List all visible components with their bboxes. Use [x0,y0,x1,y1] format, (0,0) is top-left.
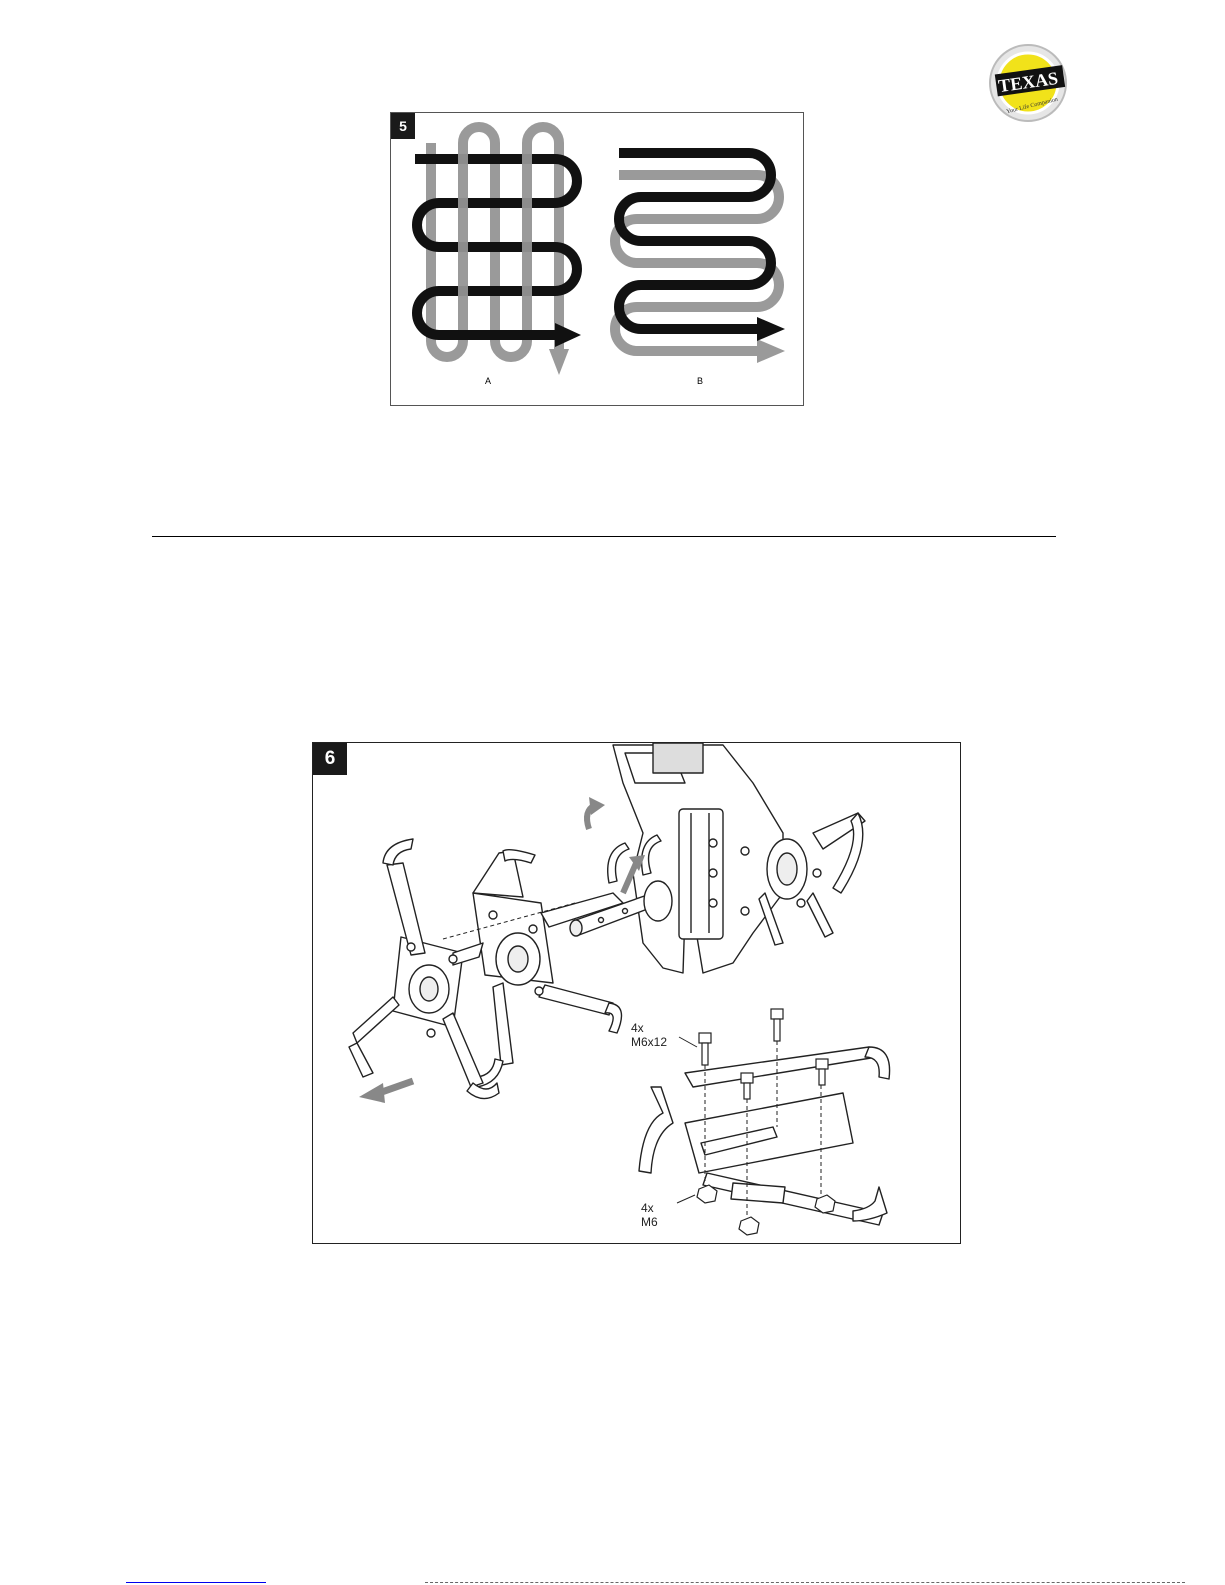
footer-dashed-rule [425,1582,1185,1583]
pattern-b-label: B [697,376,704,386]
remove-tine-arrow [379,1081,413,1093]
tine-exploded-diagram [313,743,960,1243]
bolts-size: M6x12 [631,1035,668,1049]
svg-text:TEXAS: TEXAS [997,67,1060,97]
hex-bolts [699,1009,828,1099]
bolts-quantity: 4x [631,1021,644,1035]
pattern-a-cross-arrow [549,349,569,375]
figure-6-number-badge: 6 [313,743,347,775]
remove-tine-arrowhead [359,1083,385,1103]
nuts-callout [641,1201,658,1229]
figure-6-tine-assembly [312,742,961,1244]
figure-5-number-badge: 5 [391,113,415,139]
pattern-a-main-arrow [555,323,581,347]
nuts-size: M6 [641,1215,658,1229]
svg-text:Your Life Companion: Your Life Companion [1005,96,1059,116]
pattern-b-offset-arrow [757,339,785,363]
retaining-pin [608,843,629,883]
figure-5-tilling-patterns [390,112,804,406]
brand-logo [988,43,1068,123]
pattern-a-label: A [485,376,492,386]
texas-logo-icon [988,43,1068,123]
upper-blade [685,1047,877,1087]
bolts-callout [631,1021,667,1049]
tilling-pattern-diagram [391,113,803,405]
rotate-pin-arrowhead [589,797,605,815]
pattern-b-main-arrow [757,317,785,341]
footer-link-underline [126,1582,266,1583]
nuts-quantity: 4x [641,1201,654,1215]
section-divider [152,536,1056,537]
page-footer [0,1577,1225,1585]
